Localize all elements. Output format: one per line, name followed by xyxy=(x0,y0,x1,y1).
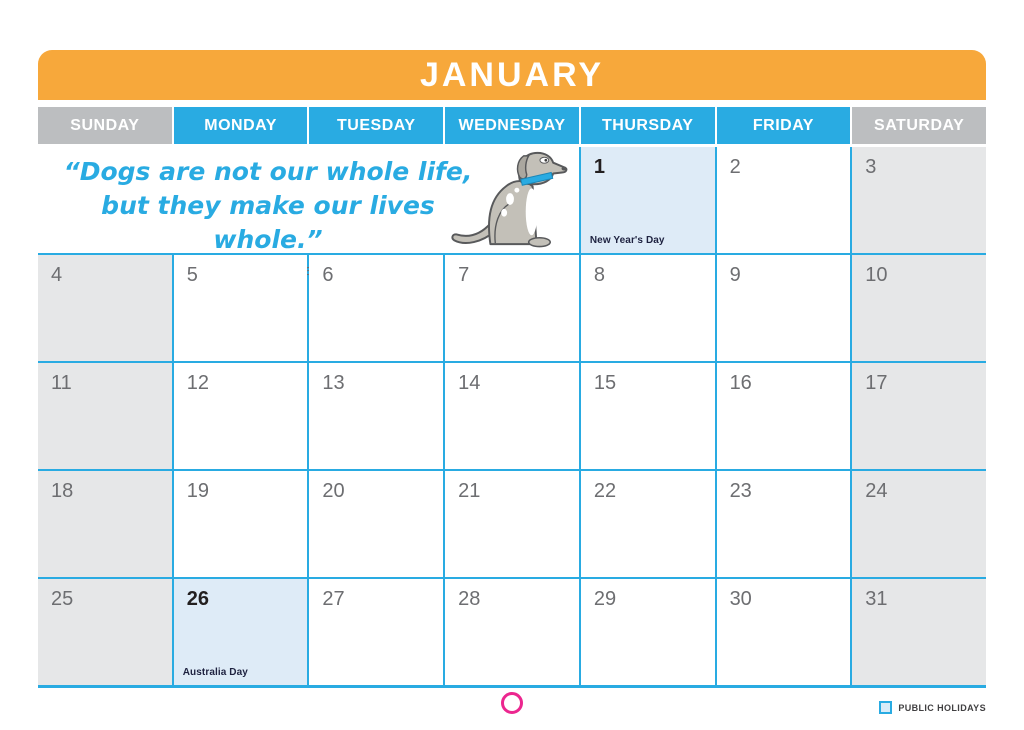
date-number: 7 xyxy=(458,264,470,286)
january-calendar xyxy=(38,50,986,688)
date-number: 3 xyxy=(865,156,877,178)
day-cell-23 xyxy=(717,471,851,577)
date-number: 17 xyxy=(865,372,888,394)
date-number: 30 xyxy=(729,588,752,610)
day-cell-13 xyxy=(309,363,443,469)
date-number: 10 xyxy=(865,264,888,286)
day-cell-29 xyxy=(581,579,715,685)
holiday-label: Australia Day xyxy=(182,667,248,678)
day-cell-15 xyxy=(581,363,715,469)
day-cell-2 xyxy=(717,147,851,253)
date-number: 14 xyxy=(458,372,481,394)
date-number: 12 xyxy=(186,372,209,394)
day-cell-11 xyxy=(38,363,172,469)
day-cell-24 xyxy=(852,471,986,577)
day-cell-17 xyxy=(852,363,986,469)
day-cell-1 xyxy=(581,147,715,253)
date-number: 6 xyxy=(322,264,334,286)
date-number: 11 xyxy=(51,372,72,394)
day-cell-30 xyxy=(717,579,851,685)
day-cell-4 xyxy=(38,255,172,361)
date-number: 9 xyxy=(729,264,741,286)
day-cell-26 xyxy=(174,579,308,685)
month-title: JANUARY xyxy=(419,55,605,94)
date-number: 13 xyxy=(322,372,345,394)
day-header-thursday: THURSDAY xyxy=(581,107,715,144)
date-number: 23 xyxy=(729,480,752,502)
dog-icon xyxy=(447,147,575,251)
day-header-row xyxy=(38,107,986,144)
punch-hole-icon xyxy=(501,692,523,714)
calendar-grid xyxy=(38,147,986,688)
day-header-friday: FRIDAY xyxy=(717,107,851,144)
date-number: 4 xyxy=(51,264,63,286)
date-number: 29 xyxy=(593,588,617,610)
quote-cell xyxy=(38,147,579,253)
legend-label: PUBLIC HOLIDAYS xyxy=(898,702,986,713)
day-cell-18 xyxy=(38,471,172,577)
day-cell-25 xyxy=(38,579,172,685)
date-number: 18 xyxy=(51,480,74,502)
day-header-sunday: SUNDAY xyxy=(38,107,172,144)
day-cell-20 xyxy=(309,471,443,577)
day-cell-22 xyxy=(581,471,715,577)
day-header-monday: MONDAY xyxy=(174,107,308,144)
day-cell-10 xyxy=(852,255,986,361)
holiday-label: New Year's Day xyxy=(589,235,665,246)
date-number: 22 xyxy=(593,480,617,502)
day-cell-27 xyxy=(309,579,443,685)
date-number: 19 xyxy=(186,480,209,502)
day-cell-21 xyxy=(445,471,579,577)
date-number: 25 xyxy=(51,588,74,610)
day-cell-8 xyxy=(581,255,715,361)
date-number: 2 xyxy=(729,156,741,178)
date-number: 26 xyxy=(186,588,209,610)
day-cell-7 xyxy=(445,255,579,361)
day-header-tuesday: TUESDAY xyxy=(309,107,443,144)
date-number: 16 xyxy=(729,372,752,394)
date-number: 1 xyxy=(593,156,605,178)
date-number: 24 xyxy=(865,480,888,502)
day-cell-28 xyxy=(445,579,579,685)
date-number: 31 xyxy=(865,588,888,610)
public-holidays-legend xyxy=(879,701,986,714)
date-number: 8 xyxy=(593,264,605,286)
date-number: 28 xyxy=(458,588,481,610)
day-cell-19 xyxy=(174,471,308,577)
day-header-wednesday: WEDNESDAY xyxy=(445,107,579,144)
day-cell-16 xyxy=(717,363,851,469)
date-number: 21 xyxy=(458,480,481,502)
day-cell-5 xyxy=(174,255,308,361)
month-header xyxy=(38,50,986,100)
day-cell-3 xyxy=(852,147,986,253)
day-cell-31 xyxy=(852,579,986,685)
date-number: 27 xyxy=(322,588,345,610)
holiday-swatch-icon xyxy=(879,701,892,714)
date-number: 5 xyxy=(186,264,198,286)
quote-line-2: but they make our lives whole.” xyxy=(101,190,435,254)
date-number: 20 xyxy=(322,480,345,502)
day-header-saturday: SATURDAY xyxy=(852,107,986,144)
quote-line-1: “Dogs are not our whole life, xyxy=(63,157,473,186)
day-cell-6 xyxy=(309,255,443,361)
date-number: 15 xyxy=(593,372,617,394)
day-cell-9 xyxy=(717,255,851,361)
day-cell-14 xyxy=(445,363,579,469)
day-cell-12 xyxy=(174,363,308,469)
